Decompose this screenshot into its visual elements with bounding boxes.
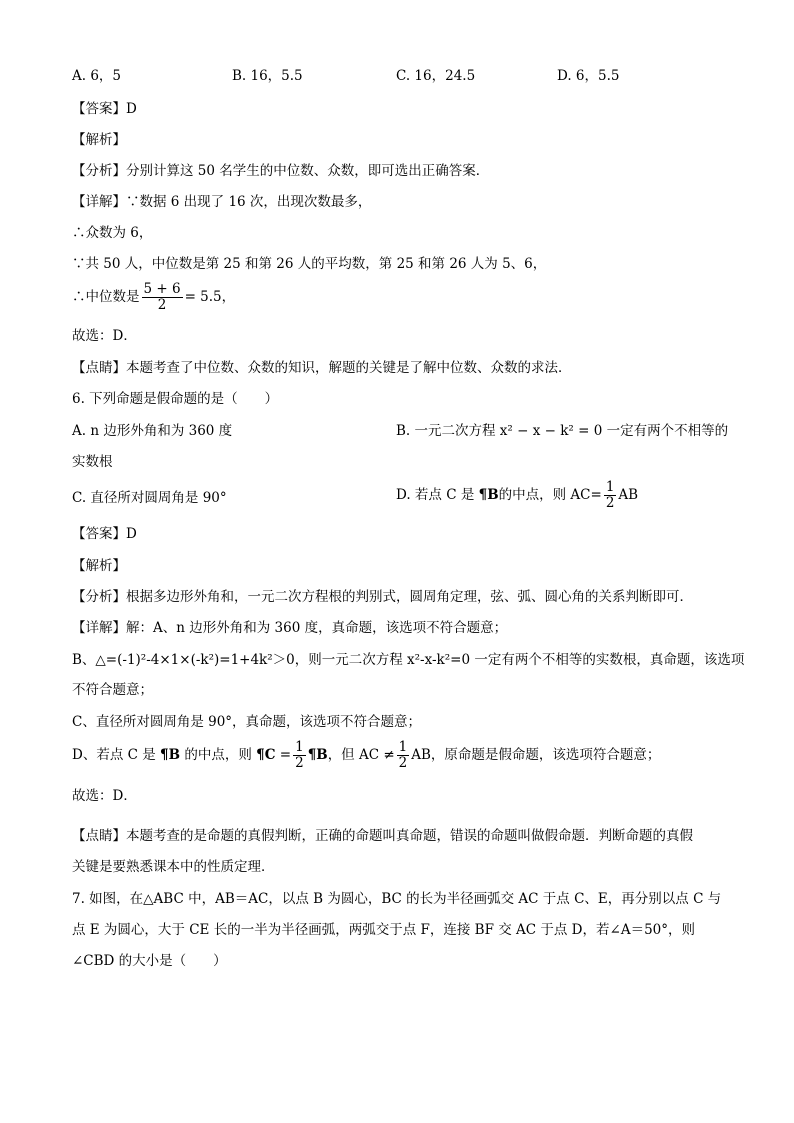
fraction	[397, 740, 410, 771]
option-b: B. 16，5.5	[232, 68, 303, 84]
fraction-denominator: 2	[157, 297, 167, 313]
fraction-denominator: 2	[605, 495, 615, 511]
fraction-denominator: 2	[295, 755, 304, 771]
option-d-prefix: D. 若点 C 是	[396, 487, 475, 503]
detail-d-prefix: D、若点 C 是	[72, 747, 156, 763]
conclusion-line: 故选：D．	[72, 788, 137, 804]
option-c: C. 直径所对圆周角是 90°	[72, 490, 227, 506]
median-formula	[72, 282, 235, 313]
detail-line: C、直径所对圆周角是 90°，真命题，该选项不符合题意；	[72, 714, 422, 730]
option-d: D. 6，5.5	[557, 68, 620, 84]
detail-line: ∵共 50 人，中位数是第 25 和第 26 人的平均数，第 25 和第 26 人为 5、6，	[72, 256, 547, 272]
detail-d-mid: 的中点，则	[184, 747, 252, 763]
fraction-denominator: 2	[398, 755, 408, 771]
fraction-numerator: 1	[295, 739, 304, 755]
option-a: A. 6，5	[72, 68, 122, 84]
analysis-label: 【解析】	[72, 558, 126, 574]
conclusion-line: 故选：D．	[72, 328, 137, 344]
detail-line: 不符合题意；	[72, 682, 153, 698]
formula-suffix: = 5.5，	[184, 289, 236, 305]
analysis-summary: 【分析】分别计算这 50 名学生的中位数、众数，即可选出正确答案．	[72, 163, 490, 179]
arc-symbol: ¶B	[160, 747, 181, 763]
question-stem: 点 E 为圆心，大于 CE 长的一半为半径画弧，两弧交于点 F，连接 BF 交 AC 于点 D，若∠A＝50°，则	[72, 922, 695, 938]
option-b-continued: 实数根	[72, 454, 113, 470]
option-c: C. 16，24.5	[396, 68, 476, 84]
option-d-suffix: AB	[618, 487, 639, 503]
arc-symbol: ¶B	[307, 747, 328, 763]
comment-line: 关键是要熟悉课本中的性质定理．	[72, 859, 275, 875]
fraction	[604, 480, 617, 511]
fraction-numerator: 1	[398, 739, 408, 755]
fraction	[293, 740, 306, 771]
analysis-label: 【解析】	[72, 132, 126, 148]
formula-prefix: ∴中位数是	[72, 289, 140, 305]
question-stem: 7. 如图，在△ABC 中，AB＝AC，以点 B 为圆心，BC 的长为半径画弧交 AC 于点 C、E，再分别以点 C 与	[72, 891, 722, 907]
detail-line-d	[72, 740, 660, 771]
detail-line: ∴众数为 6，	[72, 225, 153, 241]
option-d	[396, 480, 638, 511]
analysis-summary: 【分析】根据多边形外角和，一元二次方程根的判别式，圆周角定理，弦、弧、圆心角的关系判断即可．	[72, 589, 693, 605]
detail-d-mid2: ，但 AC ≠	[327, 747, 395, 763]
detail-line: 【详解】解：A、n 边形外角和为 360 度，真命题，该选项不符合题意；	[72, 620, 508, 636]
question-stem: ∠CBD 的大小是（ ）	[72, 953, 227, 969]
arc-symbol: ¶B	[478, 487, 499, 503]
fraction	[142, 282, 183, 313]
question-stem: 6. 下列命题是假命题的是（ ）	[72, 391, 279, 407]
detail-line: B、△=(-1)²-4×1×(-k²)=1+4k²＞0，则一元二次方程 x²-x-k²=0 一定有两个不相等的实数根，真命题，该选项	[72, 652, 745, 668]
option-a: A. n 边形外角和为 360 度	[72, 423, 233, 439]
fraction-numerator: 5 + 6	[143, 281, 181, 297]
answer-label: 【答案】D	[72, 101, 137, 117]
option-d-mid: 的中点，则 AC=	[498, 487, 602, 503]
fraction-numerator: 1	[605, 479, 615, 495]
detail-d-suffix: AB，原命题是假命题，该选项符合题意；	[411, 747, 661, 763]
option-b: B. 一元二次方程 x² − x − k² = 0 一定有两个不相等的	[396, 423, 729, 439]
arc-symbol: ¶C	[256, 747, 276, 763]
detail-line: 【详解】∵数据 6 出现了 16 次，出现次数最多，	[72, 194, 372, 210]
comment-line: 【点睛】本题考查了中位数、众数的知识，解题的关键是了解中位数、众数的求法．	[72, 360, 572, 376]
equals-sign: =	[279, 747, 292, 763]
answer-label: 【答案】D	[72, 526, 137, 542]
comment-line: 【点睛】本题考查的是命题的真假判断，正确的命题叫真命题，错误的命题叫做假命题．判断命题的真假	[72, 828, 693, 844]
